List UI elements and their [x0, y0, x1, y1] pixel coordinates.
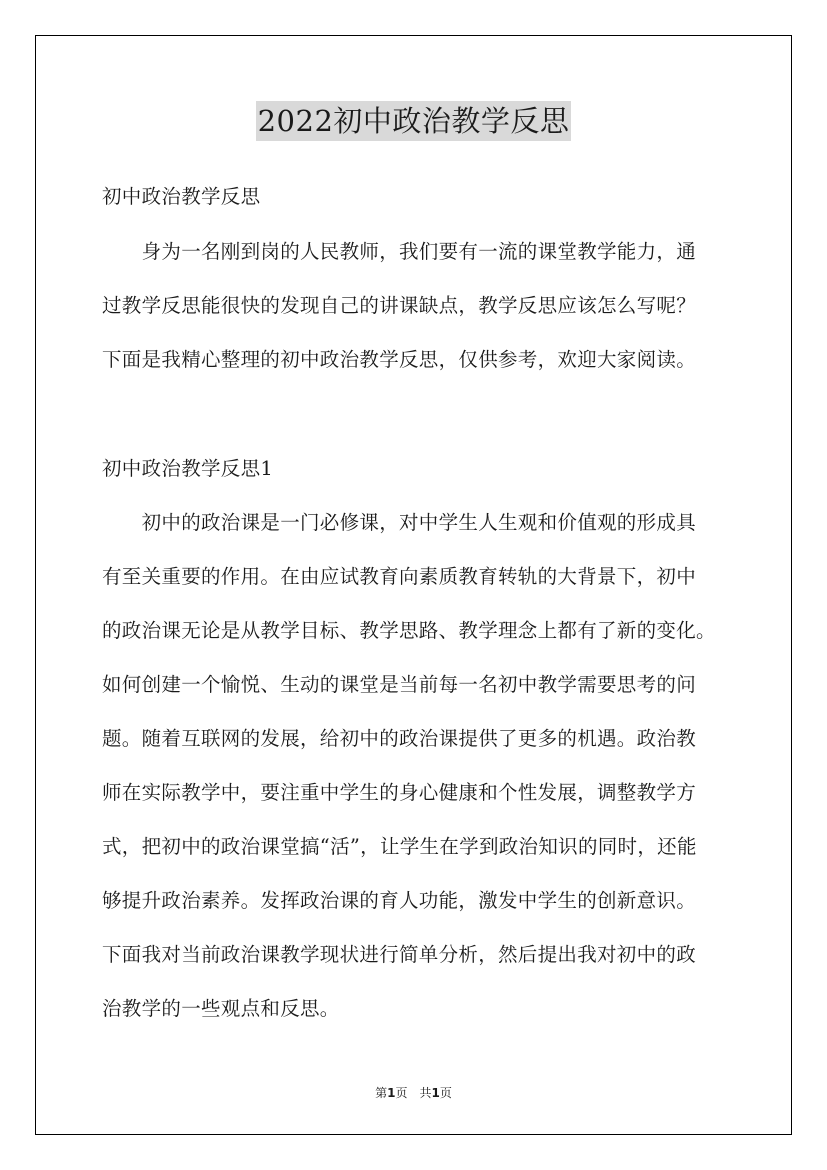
- footer-page-current: 1: [387, 1086, 396, 1100]
- document-title: 2022初中政治教学反思: [256, 101, 572, 141]
- footer-page-suffix: 页: [439, 1086, 452, 1100]
- intro-line-1: 身为一名刚到岗的人民教师，我们要有一流的课堂教学能力，通: [102, 240, 697, 263]
- section-heading: 初中政治教学反思1: [102, 457, 274, 480]
- footer-page-prefix: 第: [375, 1086, 388, 1100]
- title-container: [0, 101, 827, 141]
- intro-line-3: 下面是我精心整理的初中政治教学反思，仅供参考，欢迎大家阅读。: [102, 348, 697, 371]
- intro-line-2: 过教学反思能很快的发现自己的讲课缺点，教学反思应该怎么写呢？: [102, 294, 697, 317]
- footer-page-total: 1: [431, 1086, 440, 1100]
- paragraph-line-9: 下面我对当前政治课教学现状进行简单分析，然后提出我对初中的政: [102, 943, 697, 966]
- document-subtitle: 初中政治教学反思: [102, 185, 261, 208]
- paragraph-line-6: 师在实际教学中，要注重中学生的身心健康和个性发展，调整教学方: [102, 781, 697, 804]
- paragraph-line-8: 够提升政治素养。发挥政治课的育人功能，激发中学生的创新意识。: [102, 889, 697, 912]
- paragraph-line-5: 题。随着互联网的发展，给初中的政治课提供了更多的机遇。政治教: [102, 727, 697, 750]
- paragraph-line-7: 式，把初中的政治课堂搞“活”，让学生在学到政治知识的同时，还能: [102, 835, 697, 858]
- paragraph-line-2: 有至关重要的作用。在由应试教育向素质教育转轨的大背景下，初中: [102, 565, 697, 588]
- paragraph-line-10: 治教学的一些观点和反思。: [102, 997, 340, 1020]
- paragraph-line-3: 的政治课无论是从教学目标、教学思路、教学理念上都有了新的变化。: [102, 619, 716, 642]
- paragraph-line-4: 如何创建一个愉悦、生动的课堂是当前每一名初中教学需要思考的问: [102, 673, 697, 696]
- footer-page-mid: 页 共: [395, 1086, 432, 1100]
- page-footer: [0, 1084, 827, 1101]
- paragraph-line-1: 初中的政治课是一门必修课，对中学生人生观和价值观的形成具: [102, 511, 697, 534]
